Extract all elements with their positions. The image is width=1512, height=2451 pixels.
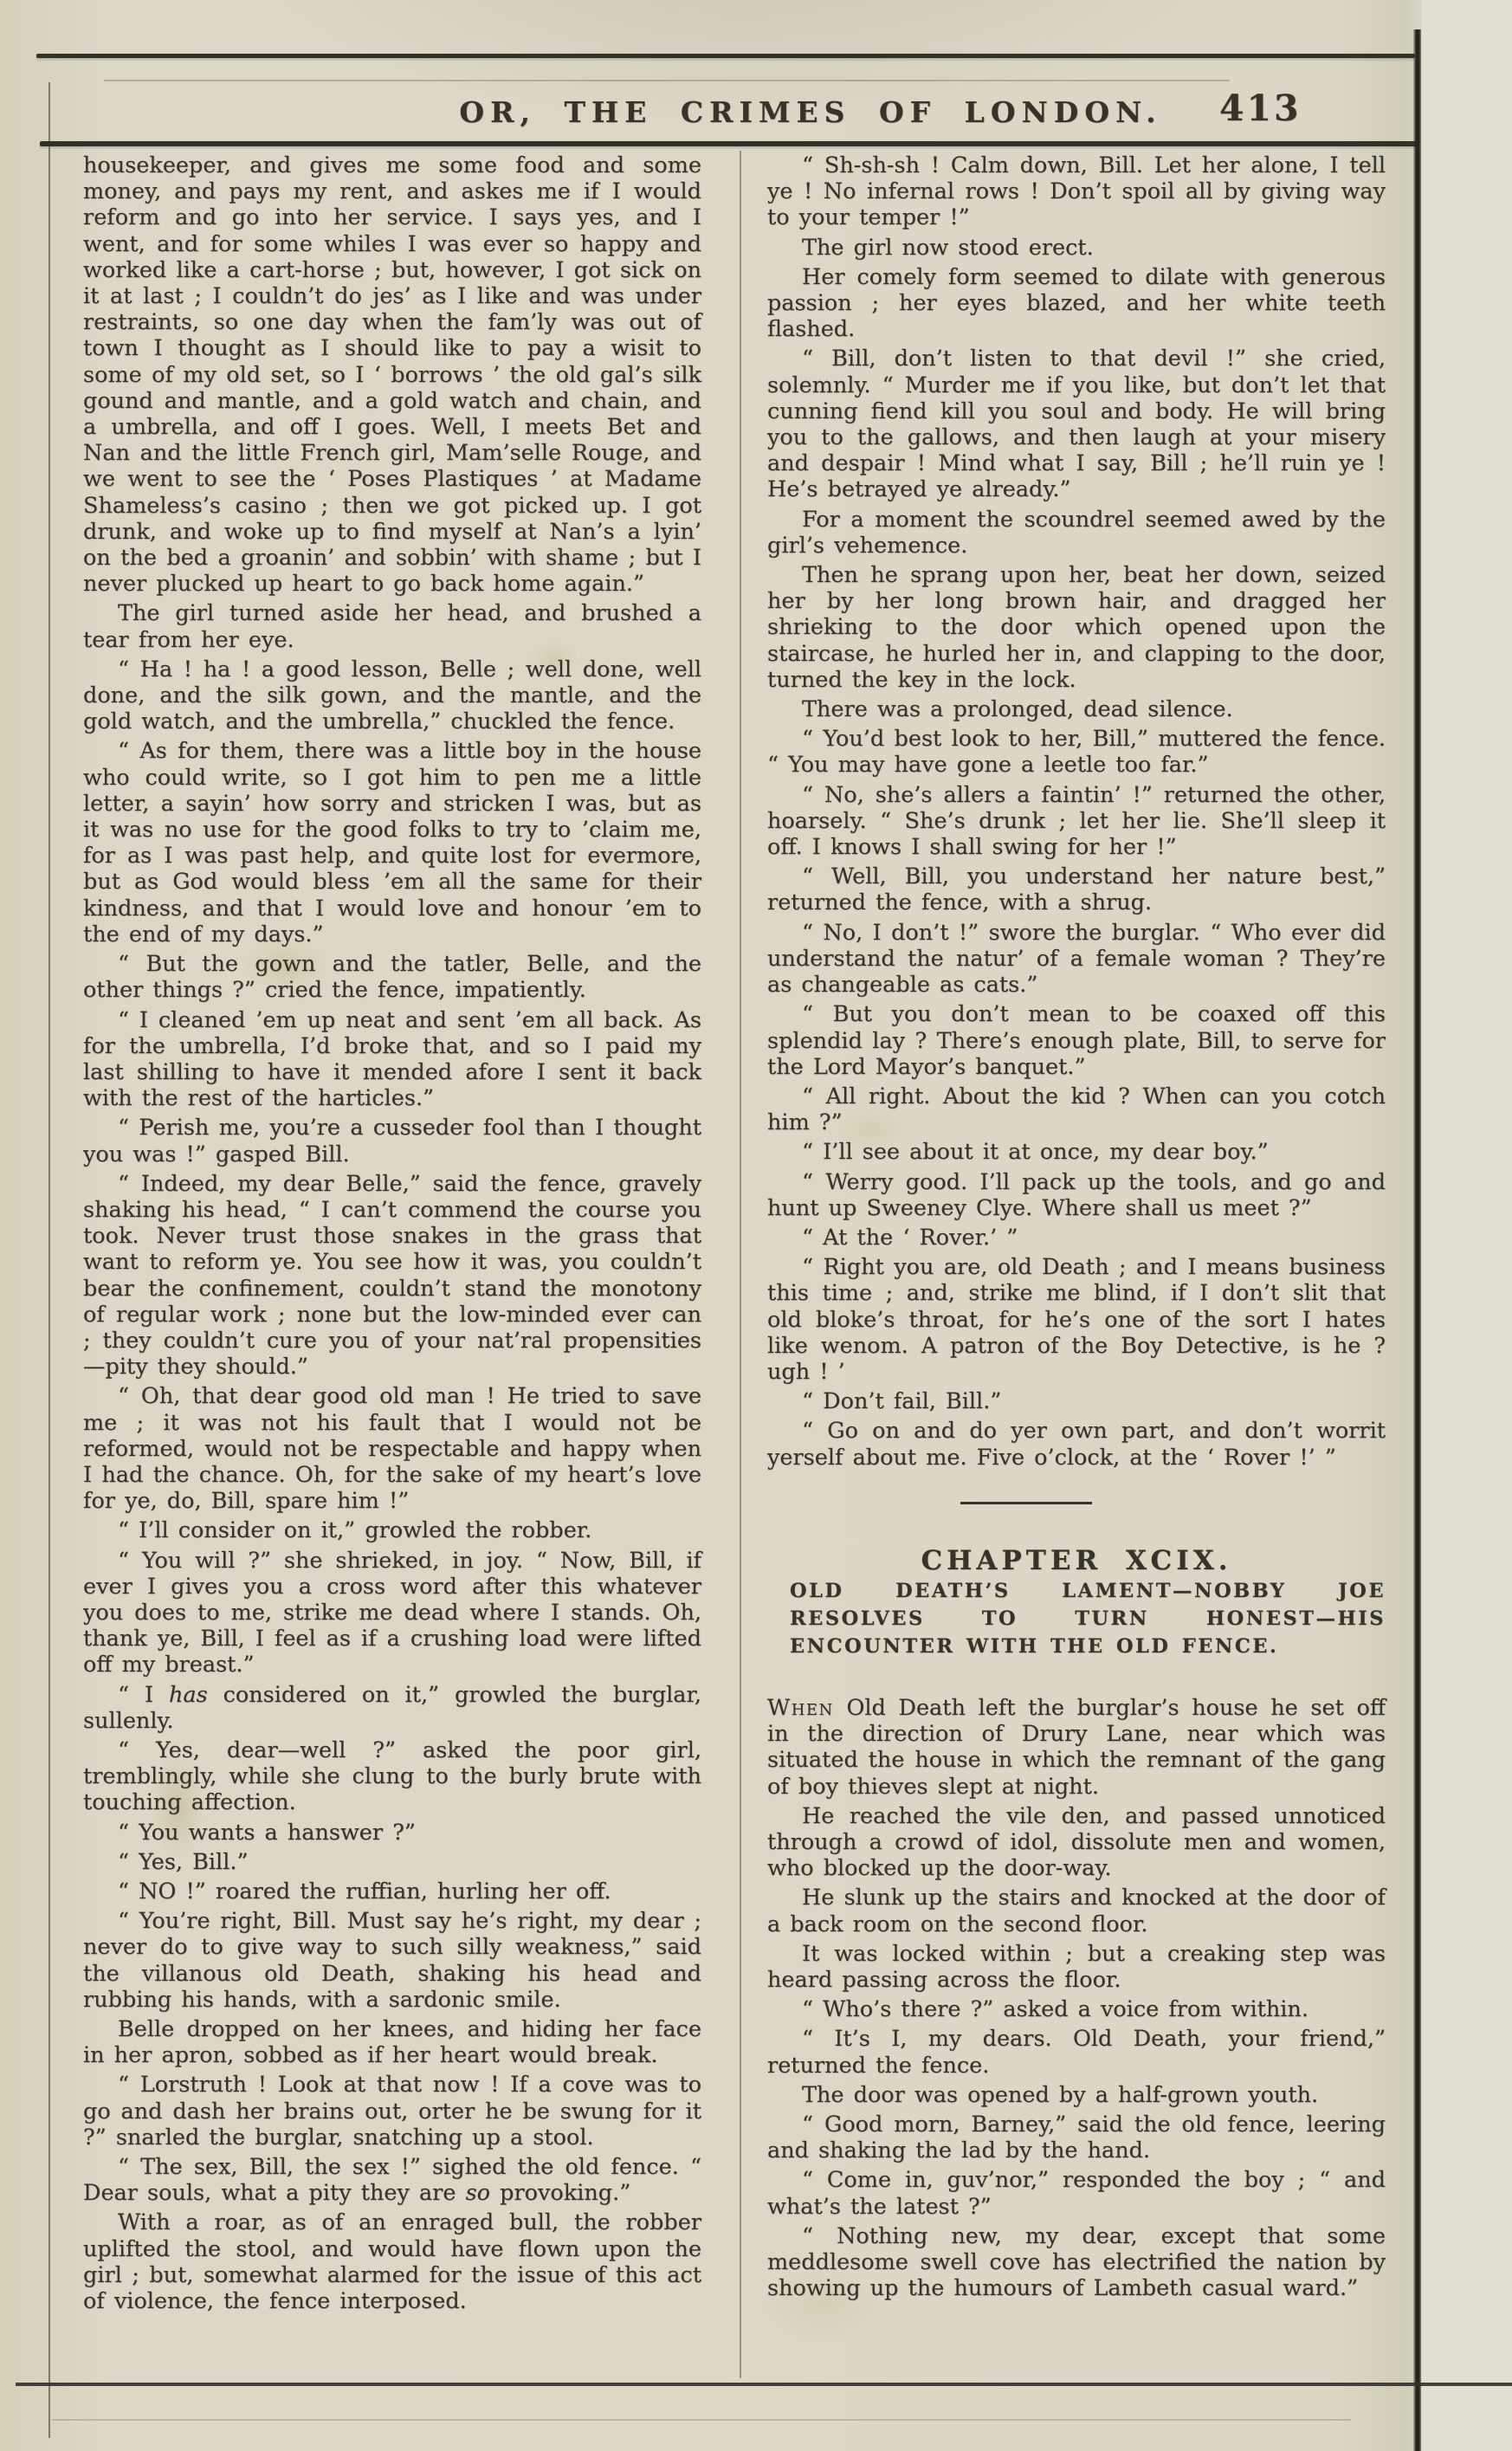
chapter-heading: CHAPTER XCIX. xyxy=(921,1544,1232,1576)
paragraph: “ I’ll consider on it,” growled the robber. xyxy=(118,1517,592,1544)
paragraph: The door was opened by a half-grown youth. xyxy=(802,2081,1319,2108)
paragraph: “ You’d best look to her, Bill,” muttered the fence. “ You may have gone a leetle too far.” xyxy=(767,726,1386,779)
left-column xyxy=(83,152,701,2314)
paragraph: “ You will ?” she shrieked, in joy. “ Now, Bill, if ever I gives you a cross word after this whatever you does to me, strike me dead where I stands. Oh, thank ye, Bill, I feel as if a crushing load were lifted off my breast.” xyxy=(83,1547,701,1678)
chapter-summary: OLD DEATH’S LAMENT—NOBBY JOE RESOLVES TO TURN HONEST—HIS ENCOUNTER WITH THE OLD FENCE. xyxy=(790,1579,1386,1658)
dialogue-section xyxy=(767,152,1386,1471)
bottom-rule-faint xyxy=(52,2419,1351,2421)
paragraph: “ All right. About the kid ? When can you cotch him ?” xyxy=(767,1083,1386,1136)
paragraph: “ But the gown and the tatler, Belle, and the other things ?” cried the fence, impatiently. xyxy=(83,951,701,1004)
section-divider xyxy=(960,1502,1092,1504)
page-edge-shadow xyxy=(1413,29,1421,2451)
paragraph: The girl now stood erect. xyxy=(802,234,1094,261)
paragraph: “ I cleaned ’em up neat and sent ’em all back. As for the umbrella, I’d broke that, and so I paid my last shilling to have it mended afore I sent it back with the rest of the harticles.” xyxy=(83,1006,701,1112)
paragraph: housekeeper, and gives me some food and some money, and pays my rent, and askes me if I would reform and go into her service. I says yes, and I went, and for some whiles I was ever so happy and worked like a cart-horse ; but, however, I got sick on it at last ; I couldn’t do jes’ as I like and was under restraints, so one day when the fam’ly was out of town I thought as I should like to pay a wisit to some of my old set, so I ‘ borrows ’ the old gal’s silk gound and mantle, and a gold watch and chain, and a umbrella, and off I goes. Well, I meets Bet and Nan and the little French girl, Mam’selle Rouge, and we went to see the ‘ Poses Plastiques ’ at Madame Shameless’s casino ; then we got picked up. I got drunk, and woke up to find myself at Nan’s a lyin’ on the bed a groanin’ and sobbin’ with shame ; but I never plucked up heart to go back home again.” xyxy=(83,152,701,598)
paragraph: Belle dropped on her knees, and hiding her face in her apron, sobbed as if her heart would break. xyxy=(83,2016,701,2069)
header-rule xyxy=(40,141,1417,146)
paragraph: For a moment the scoundrel seemed awed by the girl’s vehemence. xyxy=(767,506,1386,559)
paragraph: “ At the ‘ Rover.’ ” xyxy=(802,1224,1018,1251)
paragraph: “ The sex, Bill, the sex !” sighed the old fence. “ Dear souls, what a pity they are so provoking.” xyxy=(83,2154,701,2207)
top-rule-faint xyxy=(104,80,1230,81)
paragraph: He reached the vile den, and passed unnoticed through a crowd of idol, dissolute men and women, who blocked up the door-way. xyxy=(767,1802,1386,1882)
left-margin-rule xyxy=(48,82,50,2438)
paragraph: “ No, I don’t !” swore the burglar. “ Who ever did understand the natur’ of a female woman ? They’re as changeable as cats.” xyxy=(767,919,1386,999)
chapter-body xyxy=(767,1695,1386,2301)
paragraph: “ Oh, that dear good old man ! He tried to save me ; it was not his fault that I would not be reformed, would not be respectable and happy when I had the chance. Oh, for the sake of my heart’s love for ye, do, Bill, spare him !” xyxy=(83,1383,701,1515)
right-column xyxy=(767,152,1386,2301)
paragraph: Her comely form seemed to dilate with generous passion ; her eyes blazed, and her white teeth flashed. xyxy=(767,263,1386,343)
paragraph: “ Ha ! ha ! a good lesson, Belle ; well done, well done, and the silk gown, and the mantle, and the gold watch, and the umbrella,” chuckled the fence. xyxy=(83,656,701,735)
paragraph: “ Go on and do yer own part, and don’t worrit yerself about me. Five o’clock, at the ‘ Rover !’ ” xyxy=(767,1418,1386,1471)
paragraph: “ Who’s there ?” asked a voice from within. xyxy=(802,1996,1308,2023)
paragraph: “ I’ll see about it at once, my dear boy.” xyxy=(802,1139,1269,1166)
paragraph: “ Perish me, you’re a cusseder fool than I thought you was !” gasped Bill. xyxy=(83,1115,701,1167)
paragraph: “ Yes, Bill.” xyxy=(118,1848,249,1875)
column-divider-rule xyxy=(740,151,741,2378)
paragraph: “ I has considered on it,” growled the burglar, sullenly. xyxy=(83,1681,701,1734)
paragraph: When Old Death left the burglar’s house he set off in the direction of Drury Lane, near which was situated the house in which the remnant of the gang of boy thieves slept at night. xyxy=(767,1694,1386,1800)
paragraph: He slunk up the stairs and knocked at the door of a back room on the second floor. xyxy=(767,1885,1386,1937)
page-number: 413 xyxy=(1219,87,1302,129)
paragraph: “ As for them, there was a little boy in the house who could write, so I got him to pen me a little letter, a sayin’ how sorry and stricken I was, but as it was no use for the good folks to try to ’claim me, for as I was past help, and quite lost for evermore, but as God would bless ’em all the same for their kindness, and that I would love and honour ’em to the end of my days.” xyxy=(83,738,701,947)
paragraph: “ NO !” roared the ruffian, hurling her off. xyxy=(118,1879,611,1905)
bottom-rule xyxy=(16,2383,1512,2386)
paragraph: “ Indeed, my dear Belle,” said the fence, gravely shaking his head, “ I can’t commend the course you took. Never trust those snakes in the grass that want to reform ye. You see how it was, you couldn’t bear the confinement, couldn’t stand the monotony of regular work ; none but the low-minded ever can ; they couldn’t cure you of your nat’ral propensities —pity they should.” xyxy=(83,1170,701,1381)
paragraph: “ Don’t fail, Bill.” xyxy=(802,1388,1002,1415)
paragraph: “ You wants a hanswer ?” xyxy=(118,1819,416,1846)
top-rule xyxy=(36,54,1415,58)
paragraph: “ Good morn, Barney,” said the old fence, leering and shaking the lad by the hand. xyxy=(767,2111,1386,2164)
paragraph: “ Werry good. I’ll pack up the tools, and go and hunt up Sweeney Clye. Where shall us meet ?” xyxy=(767,1168,1386,1221)
running-title: OR, THE CRIMES OF LONDON. xyxy=(459,95,1162,129)
paragraph: “ Right you are, old Death ; and I means business this time ; and, strike me blind, if I don’t slit that old bloke’s throat, for he’s one of the sort I hates like wenom. A patron of the Boy Detective, is he ? ugh ! ’ xyxy=(767,1254,1386,1385)
paragraph: “ Well, Bill, you understand her nature best,” returned the fence, with a shrug. xyxy=(767,863,1386,916)
paragraph: Then he sprang upon her, beat her down, seized her by her long brown hair, and dragged her shrieking to the door which opened upon the staircase, he hurled her in, and clapping to the door, turned the key in the lock. xyxy=(767,562,1386,693)
paragraph: “ It’s I, my dears. Old Death, your friend,” returned the fence. xyxy=(767,2026,1386,2079)
paragraph: The girl turned aside her head, and brushed a tear from her eye. xyxy=(83,600,701,653)
adjacent-page-edge xyxy=(1422,0,1512,2451)
paragraph: “ No, she’s allers a faintin’ !” returned the other, hoarsely. “ She’s drunk ; let her lie. She’ll sleep it off. I knows I shall swing for her !” xyxy=(767,781,1386,861)
paragraph: “ Sh-sh-sh ! Calm down, Bill. Let her alone, I tell ye ! No infernal rows ! Don’t spoil all by giving way to your temper !” xyxy=(767,152,1386,231)
paragraph: “ Yes, dear—well ?” asked the poor girl, tremblingly, while she clung to the burly brute with touching affection. xyxy=(83,1736,701,1816)
paragraph: With a roar, as of an enraged bull, the robber uplifted the stool, and would have flown upon the girl ; but, somewhat alarmed for the issue of this act of violence, the fence interposed. xyxy=(83,2209,701,2315)
paragraph: “ You’re right, Bill. Must say he’s right, my dear ; never do to give way to such silly weakness,” said the villanous old Death, shaking his head and rubbing his hands, with a sardonic smile. xyxy=(83,1908,701,2013)
paragraph: “ Come in, guv’nor,” responded the boy ; “ and what’s the latest ?” xyxy=(767,2167,1386,2220)
paragraph: “ Lorstruth ! Look at that now ! If a cove was to go and dash her brains out, orter he be swung for it ?” snarled the burglar, snatching up a stool. xyxy=(83,2072,701,2150)
paragraph: There was a prolonged, dead silence. xyxy=(802,696,1233,723)
paragraph: “ Bill, don’t listen to that devil !” she cried, solemnly. “ Murder me if you like, but don’t let that cunning fiend kill you soul and body. He will bring you to the gallows, and then laugh at your misery and despair ! Mind what I say, Bill ; he’ll ruin ye ! He’s betrayed ye already.” xyxy=(767,346,1386,503)
paragraph: “ Nothing new, my dear, except that some meddlesome swell cove has electrified the nation by showing up the humours of Lambeth casual ward.” xyxy=(767,2222,1386,2302)
paragraph: “ But you don’t mean to be coaxed off this splendid lay ? There’s enough plate, Bill, to serve for the Lord Mayor’s banquet.” xyxy=(767,1001,1386,1080)
paragraph: It was locked within ; but a creaking step was heard passing across the floor. xyxy=(767,1940,1386,1993)
